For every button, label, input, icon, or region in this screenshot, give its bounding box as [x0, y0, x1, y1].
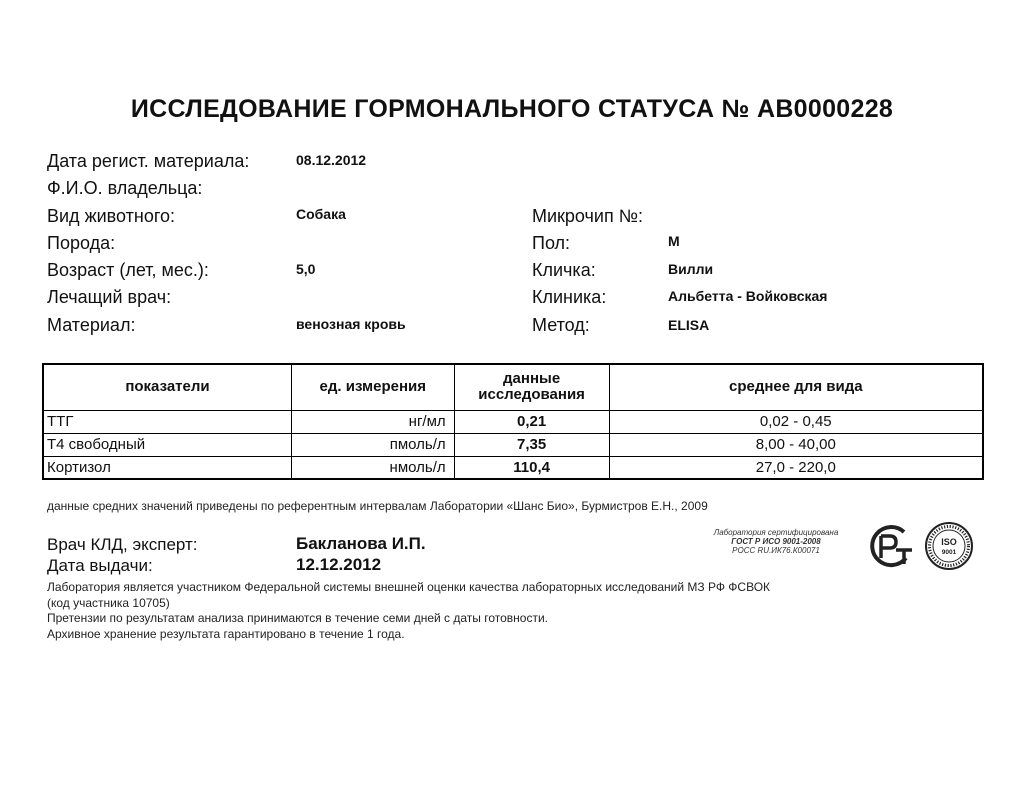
pct-certification-logo [866, 522, 914, 570]
row-unit: нг/мл [291, 410, 454, 433]
table-row [43, 433, 983, 456]
issue-date-value: 12.12.2012 [296, 555, 382, 574]
col-header-indicator: показатели [43, 364, 291, 410]
expert-label: Врач КЛД, эксперт: [47, 535, 198, 554]
certification-text [692, 528, 860, 555]
table-row [43, 410, 983, 433]
row-name: Кортизол [43, 456, 291, 479]
row-value: 0,21 [454, 410, 609, 433]
note-line: Претензии по результатам анализа принимаются в течение семи дней с даты готовности. [47, 611, 549, 625]
row-value: 7,35 [454, 433, 609, 456]
age-value: 5,0 [296, 261, 316, 277]
animal-value: Собака [296, 206, 346, 222]
svg-text:ISO: ISO [941, 537, 957, 547]
method-label: Метод: [532, 315, 590, 335]
doctor-label: Лечащий врач: [47, 287, 172, 307]
reg-date-value: 08.12.2012 [296, 152, 367, 168]
clinic-label: Клиника: [532, 287, 607, 307]
age-label: Возраст (лет, мес.): [47, 260, 209, 280]
row-unit: пмоль/л [291, 433, 454, 456]
sex-label: Пол: [532, 233, 571, 253]
row-name: ТТГ [43, 410, 291, 433]
note-line: Лаборатория является участником Федеральной системы внешней оценки качества лабораторных исследований МЗ РФ ФСВОК [47, 580, 771, 594]
owner-label: Ф.И.О. владельца: [47, 178, 203, 198]
nickname-value: Вилли [668, 261, 714, 277]
row-value: 110,4 [454, 456, 609, 479]
row-reference: 0,02 - 0,45 [609, 410, 983, 433]
results-table [42, 363, 984, 480]
cert-line: ГОСТ Р ИСО 9001-2008 [731, 537, 821, 546]
row-reference: 27,0 - 220,0 [609, 456, 983, 479]
method-value: ELISA [668, 317, 710, 333]
svg-text:9001: 9001 [941, 549, 957, 556]
reg-date-label: Дата регист. материала: [47, 151, 250, 171]
clinic-value: Альбетта - Войковская [668, 288, 828, 304]
cert-line: Лаборатория сертифицирована [713, 528, 839, 537]
animal-label: Вид животного: [47, 206, 176, 226]
note-line: Архивное хранение результата гарантировано в течение 1 года. [47, 627, 405, 641]
document-title: ИССЛЕДОВАНИЕ ГОРМОНАЛЬНОГО СТАТУСА № АВ0000228 [130, 95, 894, 123]
col-header-reference: среднее для вида [609, 364, 983, 410]
nickname-label: Кличка: [532, 260, 596, 280]
table-header-row [43, 364, 983, 410]
note-line: (код участника 10705) [47, 596, 170, 610]
issue-date-label: Дата выдачи: [47, 556, 153, 575]
row-unit: нмоль/л [291, 456, 454, 479]
material-value: венозная кровь [296, 316, 406, 332]
expert-value: Бакланова И.П. [296, 534, 426, 553]
row-reference: 8,00 - 40,00 [609, 433, 983, 456]
material-label: Материал: [47, 315, 136, 335]
breed-label: Порода: [47, 233, 116, 253]
reference-note: данные средних значений приведены по референтным интервалам Лаборатории «Шанс Био», Бурмистров Е.Н., 2009 [47, 499, 708, 513]
iso-9001-logo [924, 521, 974, 571]
sex-value: М [668, 233, 680, 249]
col-header-unit: ед. измерения [291, 364, 454, 410]
row-name: Т4 свободный [43, 433, 291, 456]
chip-label: Микрочип №: [532, 206, 644, 226]
col-header-result: данные исследования [454, 364, 609, 410]
cert-line: РОСС RU.ИК76.К00071 [732, 546, 820, 555]
table-row [43, 456, 983, 479]
